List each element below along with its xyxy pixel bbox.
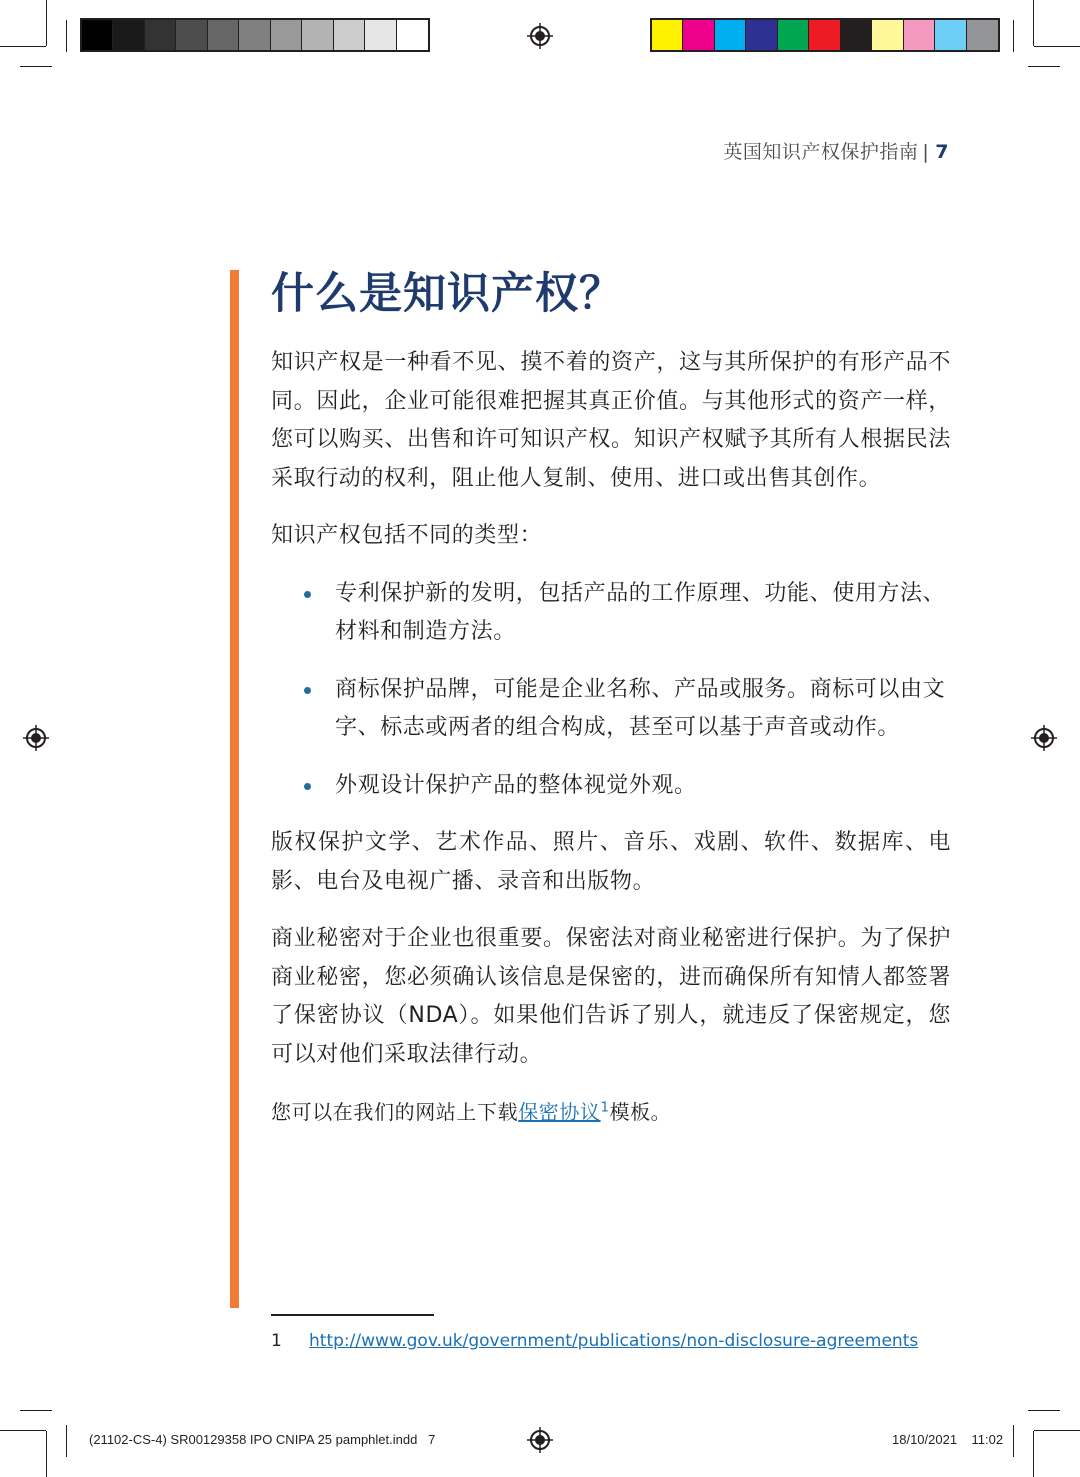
intro-paragraph: 知识产权是一种看不见、摸不着的资产，这与其所保护的有形产品不同。因此，企业可能很难把握其真正价值。与其他形式的资产一样，您可以购买、出售和许可知识产权。知识产权赋予其所有人根据民法采取行动的权利，阻止他人复制、使用、进口或出售其创作。 [271, 350, 951, 491]
slug-page: 7 [428, 1432, 436, 1447]
list-item [271, 767, 951, 806]
color-swatch [904, 20, 935, 50]
bullet-icon [304, 687, 311, 694]
download-paragraph [271, 1093, 951, 1132]
copyright-paragraph: 版权保护文学、艺术作品、照片、音乐、戏剧、软件、数据库、电影、电台及电视广播、录音和出版物。 [271, 830, 951, 894]
registration-mark-icon [1031, 725, 1057, 751]
page-number: 7 [935, 141, 949, 163]
slug-time: 11:02 [971, 1432, 1004, 1447]
footnote-url-link[interactable]: http://www.gov.uk/government/publications/non-disclosure-agreements [309, 1331, 919, 1351]
color-swatch [652, 20, 683, 50]
slug-file-info [89, 1432, 435, 1447]
main-content [271, 262, 951, 1151]
footnote-divider [271, 1314, 434, 1316]
ip-types-list [271, 575, 951, 806]
footnote [271, 1330, 918, 1352]
color-swatch [302, 20, 333, 50]
crop-mark [1028, 1410, 1060, 1411]
list-item-text: 商标保护品牌，可能是企业名称、产品或服务。商标可以由文字、标志或两者的组合构成，甚至可以基于声音或动作。 [335, 676, 946, 740]
accent-bar [230, 270, 239, 1308]
registration-mark-icon [527, 23, 553, 49]
color-swatch [208, 20, 239, 50]
download-text-after: 模板。 [609, 1100, 672, 1124]
crop-mark [1033, 0, 1034, 46]
color-swatch [239, 20, 270, 50]
running-header-title: 英国知识产权保护指南 [723, 141, 919, 163]
color-swatch [841, 20, 872, 50]
color-swatch [176, 20, 207, 50]
color-swatch [809, 20, 840, 50]
process-color-bar [650, 18, 1000, 52]
slug-date-info [892, 1432, 1003, 1447]
crop-mark [20, 1410, 52, 1411]
color-swatch [746, 20, 777, 50]
color-swatch [397, 20, 428, 50]
color-swatch [365, 20, 396, 50]
bullet-icon [304, 783, 311, 790]
crop-mark [1034, 46, 1080, 47]
bullet-icon [304, 591, 311, 598]
color-swatch [872, 20, 903, 50]
slug-date: 18/10/2021 [892, 1432, 958, 1447]
crop-mark [0, 46, 46, 47]
color-swatch [113, 20, 144, 50]
types-lead-paragraph: 知识产权包括不同的类型： [271, 523, 543, 548]
list-item-text: 外观设计保护产品的整体视觉外观。 [335, 772, 697, 798]
crop-mark [66, 20, 67, 52]
color-swatch [82, 20, 113, 50]
nda-link[interactable]: 保密协议 [518, 1100, 601, 1124]
color-swatch [967, 20, 998, 50]
list-item [271, 671, 951, 748]
footnote-reference[interactable]: 1 [600, 1100, 610, 1116]
crop-mark [1028, 66, 1060, 67]
color-swatch [334, 20, 365, 50]
crop-mark [20, 66, 52, 67]
download-text-before: 您可以在我们的网站上下载 [271, 1100, 519, 1124]
page-title: 什么是知识产权？ [271, 269, 623, 319]
color-swatch [778, 20, 809, 50]
list-item [271, 575, 951, 652]
crop-mark [1013, 20, 1014, 52]
color-swatch [271, 20, 302, 50]
crop-mark [46, 1431, 47, 1477]
slug-filename: (21102-CS-4) SR00129358 IPO CNIPA 25 pamphlet.indd [89, 1432, 418, 1447]
color-swatch [683, 20, 714, 50]
list-item-text: 专利保护新的发明，包括产品的工作原理、功能、使用方法、材料和制造方法。 [335, 580, 946, 644]
grayscale-color-bar [80, 18, 430, 52]
color-swatch [145, 20, 176, 50]
running-header-separator: | [922, 141, 930, 163]
color-swatch [715, 20, 746, 50]
footnote-number: 1 [271, 1331, 282, 1351]
running-header [723, 137, 949, 164]
trade-secret-paragraph: 商业秘密对于企业也很重要。保密法对商业秘密进行保护。为了保护商业秘密，您必须确认该信息是保密的，进而确保所有知情人都签署了保密协议（NDA）。如果他们告诉了别人，就违反了保密规定，您可以对他们采取法律行动。 [271, 926, 951, 1067]
registration-mark-icon [23, 725, 49, 751]
crop-mark [1033, 1431, 1034, 1477]
color-swatch [935, 20, 966, 50]
crop-mark [1034, 1430, 1080, 1431]
crop-mark [1013, 1425, 1014, 1457]
crop-mark [0, 1430, 46, 1431]
registration-mark-icon [527, 1427, 553, 1453]
crop-mark [46, 0, 47, 46]
crop-mark [66, 1425, 67, 1457]
